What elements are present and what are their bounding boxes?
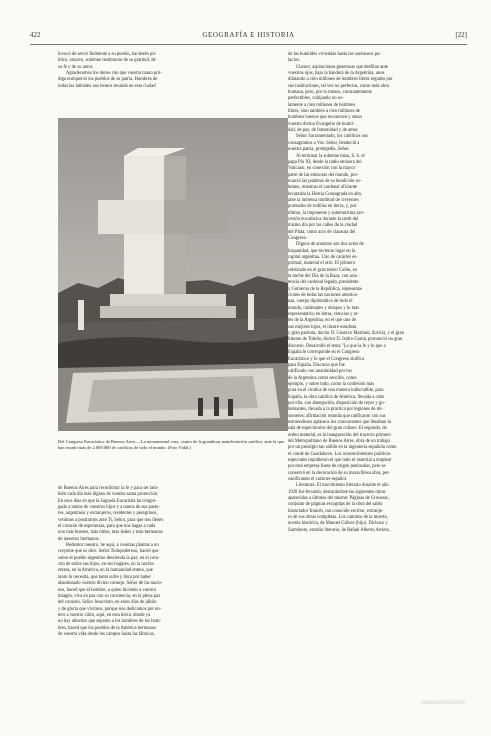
paragraph-line: especiales impidieron el que todo el material a emplear bbox=[288, 458, 392, 463]
column-left-top bbox=[58, 52, 276, 90]
paragraph-line: 1928 fué fecundo, destacándose las siguientes obras bbox=[288, 489, 386, 495]
paragraph-line: celebrado en el gran teatro Colón, en bbox=[288, 267, 358, 273]
paragraph-line: tes de la Argentina, en el que uno de bbox=[288, 318, 356, 324]
paragraph-line: ante la inmensa multitud de creyentes bbox=[288, 197, 359, 203]
paragraph-line: dad, de paz, de fraternidad y de amor. bbox=[288, 128, 359, 134]
paragraph-line: tanto lo necesita, que tanto sufre y llora por haber bbox=[58, 574, 151, 580]
paragraph-line: bres, haced que los pueblos de la América hermanos bbox=[58, 625, 157, 631]
paragraph-line: sonificando el carácter español. bbox=[288, 477, 348, 483]
paragraph-line: consagramos a Vos. Señor, bendecid a bbox=[288, 140, 360, 146]
running-title: GEOGRAFÍA E HISTORIA bbox=[202, 31, 295, 39]
paragraph-line: res, argentinos y extranjeros, residentes y peregrinos, bbox=[58, 511, 158, 517]
paragraph-line: sioneros; afirmación rotunda que ratificaron con sus bbox=[288, 413, 386, 419]
paragraph-line: todas las latitudes nos hemos reunido en esta ciudad bbox=[58, 83, 156, 89]
paragraph-line: por un prestigio tan sólido en la ingeniería española como bbox=[288, 445, 397, 451]
paragraph-line: papa Pío XI, desde la radio emisora del bbox=[288, 159, 362, 165]
paragraph-line: mismo día por las calles de la ciudad bbox=[288, 223, 358, 229]
paragraph-line: de nuestros hermanos. bbox=[58, 536, 100, 542]
paragraph-line: y gran patriota, doctor D. Gustavo Martínez Zuviría, y el gran bbox=[288, 331, 404, 337]
cross-monument-photo bbox=[58, 118, 288, 431]
paragraph-line: abandonado vuestro divino consejo. Señor de las nacio- bbox=[58, 581, 163, 587]
paragraph-line: orden material, es la inauguración del trayecto primero bbox=[288, 432, 391, 438]
paragraph-line: humana, pero, por lo menos, constantemente bbox=[288, 90, 372, 96]
paragraph-line: parte de las emisoras del mundo, pro- bbox=[288, 172, 359, 178]
paragraph-line: conservó en la decoración de su maravillosa obra, per- bbox=[288, 470, 391, 476]
paragraph-line: ciones de todas las naciones america- bbox=[288, 293, 359, 299]
paragraph-line: bién cada día más dignos de vuestra santa protección. bbox=[58, 492, 159, 498]
paragraph-line: lamente a cien millones de hombres bbox=[288, 102, 356, 108]
photo-caption: Del Congreso Eucarístico de Buenos Aires.—La monumental cruz, centro de la grandiosa manifestación católica, ante la que han rezado más de 2.000.000 de católicos de todo el mundo. (Foto Vidal.) bbox=[58, 439, 284, 450]
paragraph-line: conjunto de páginas escogidas de la obra del sabio bbox=[288, 502, 383, 508]
paragraph-line: sus mejores hijos, el ilustre estadista bbox=[288, 324, 357, 330]
paragraph-line: Agradecemos los dones con que vuestra mano pró- bbox=[66, 71, 162, 77]
paragraph-line: imagen, viva en paz con su conciencia, en la plena paz bbox=[58, 593, 161, 599]
column-left-bottom bbox=[58, 486, 276, 638]
paragraph-line: invocó de servir fielmente a su pueblo, haciendo pú- bbox=[58, 52, 157, 57]
paragraph-line: Sarmiento, estudio literario, de Rafael Alberto Arrieta. bbox=[288, 527, 390, 533]
paragraph-line: representativo en letras, ciencias y ar- bbox=[288, 312, 359, 318]
paragraph-line: levantaba la Hostia Consagrada en alto, bbox=[288, 191, 363, 197]
paragraph-line: Eucarístico y lo que el Congreso sinifica bbox=[288, 356, 365, 362]
paragraph-line: literato de Toledo, doctor D. Isidro Gomá, pronunció un gran bbox=[288, 337, 403, 343]
paragraph-line: la noche del Día de la Raza, con asis- bbox=[288, 274, 359, 280]
paragraph-line: entera, en la América, en la humanidad entera, que bbox=[58, 568, 153, 574]
paragraph-line: pura en el vindica de una manera indiscutible, para bbox=[288, 388, 384, 394]
paragraph-line: nas, cuerpo diplomático de todo el bbox=[288, 299, 353, 305]
photo-image bbox=[58, 118, 288, 431]
column-right bbox=[288, 52, 466, 534]
paragraph-line: postrados de rodillas en tierra, y, por bbox=[288, 204, 357, 210]
paragraph-line: hispanidad, que tuvieron lugar en la bbox=[288, 248, 356, 254]
paragraph-line: nunció las palabras de su bendición so- bbox=[288, 178, 362, 184]
paragraph-line: y de gloria que vivimos, porque nos dedicamos por en- bbox=[58, 606, 162, 612]
watermark: todocoleccion bbox=[421, 699, 465, 706]
paragraph-line: y Gobierno de la República, representa- bbox=[288, 286, 363, 292]
paragraph-line: Clamor, aspiraciones generosas que desfilan ante bbox=[296, 64, 388, 70]
paragraph-line: España, la obra católica de América, llevada a cabo bbox=[288, 394, 385, 400]
paragraph-line: historiador francés, tan conocido escritor, extranje- bbox=[288, 508, 384, 514]
paragraph-line: de Buenos Aires para reconfortar la fe y para ser tam- bbox=[58, 486, 159, 491]
paragraph-line: estruendosos aplausos los concurrentes que llenaban la bbox=[288, 419, 391, 425]
paragraph-line: Congreso. bbox=[288, 235, 308, 241]
paragraph-line: hombres buenos que reconocen y aman bbox=[288, 115, 362, 121]
paragraph-line: Vaticano, en conexión con la mayor bbox=[288, 166, 356, 172]
paragraph-line: de vuestra vida desde los campos hasta las fábricas, bbox=[58, 631, 155, 637]
paragraph-line: mundo, cardenales y obispos y lo más bbox=[288, 305, 360, 311]
paragraph-line: En esos días en que la Sagrada Eucaristía ha congre- bbox=[58, 498, 157, 504]
paragraph-line: Redentor nuestro, he aquí, a vuestras plantas a un bbox=[66, 543, 159, 549]
page-number: 422 bbox=[30, 31, 41, 39]
paragraph-line: sus instituciones, tal vez no perfectas, como toda obra bbox=[288, 83, 390, 89]
paragraph-line: Señor Sacramentado, los católicos nos bbox=[296, 134, 368, 140]
paragraph-line: su fe y de su amor. bbox=[58, 64, 94, 70]
paragraph-line: Literatura. El movimiento literario durante el año bbox=[296, 483, 389, 489]
paragraph-line: lacios. bbox=[288, 58, 301, 64]
paragraph-line: por esta empresa fuese de origen peninsular, pero se bbox=[288, 464, 386, 470]
paragraph-line: Dignos de anotarse son dos actos de bbox=[296, 242, 364, 248]
paragraph-line: vuestro divino Evangelio de humil- bbox=[288, 121, 355, 127]
paragraph-line: España le corresponde en el Congreso bbox=[288, 350, 360, 356]
paragraph-line: sobre el pueblo argentino descienda la paz; en el cora- bbox=[58, 555, 160, 561]
paragraph-line: el corazón de esperanzas, para que nos hagas a cada bbox=[58, 524, 156, 530]
paragraph-line: de las humildes viviendas hasta los suntuosos pa- bbox=[288, 52, 381, 57]
paragraph-line: el conde de Guadalorce. Los acontecimientos políticos bbox=[288, 451, 391, 457]
paragraph-line: de la Argentina como sencillo, como bbox=[288, 375, 357, 381]
paragraph-line: aparecidas a últimos del mismo: Páginas de Groussac, bbox=[288, 496, 390, 502]
paragraph-line: nes, haced que el hombre, a quien hicisteis a vuestra bbox=[58, 587, 157, 593]
paragraph-line: por ella, con abnegación, disposición de reyes y go- bbox=[288, 400, 386, 406]
paragraph-line: ejemplo, y sobre todo, como la confesión más bbox=[288, 381, 375, 387]
paragraph-line: no hay abismos que separen a los hombres de los hom- bbox=[58, 619, 162, 625]
paragraph-line: piritual, material el otro. El primero bbox=[288, 261, 356, 267]
paragraph-line: del Metropolitano de Buenos Aires, obra de un trabajo bbox=[288, 438, 390, 444]
paragraph-line: último, la imponente y solemnísima pro- bbox=[288, 210, 365, 216]
paragraph-line: capital argentina. Uno de carácter es- bbox=[288, 255, 358, 260]
paragraph-line: bernantes, llevada a la práctica por legiones de mi- bbox=[288, 407, 384, 413]
paragraph-line: novela histórica, de Manuel Gálvez (hijo). Dichoso y bbox=[288, 521, 388, 527]
paragraph-line: para España. Discurso que fue bbox=[288, 362, 345, 368]
paragraph-line: del corazón. Señor Jesucristo, en estos días de júbilo bbox=[58, 600, 157, 606]
paragraph-line: tencia del cardenal legado, presidente bbox=[288, 280, 359, 286]
page-header bbox=[30, 30, 467, 45]
paragraph-line: perfectibles, cobijando no so- bbox=[288, 96, 344, 102]
paragraph-line: uno más buenos, más útiles, más leales y más hermanos bbox=[58, 530, 163, 536]
paragraph-line: ro de sus obras completas. Los caminos de la muerte, bbox=[288, 515, 388, 521]
paragraph-line: lemne, mientras el cardenal oficiante bbox=[288, 185, 358, 191]
paragraph-line: tero a vuestro culto, aquí, en esta tierra, donde ya bbox=[58, 612, 151, 618]
paragraph-line: nuestra patria, protegedla, Señor. bbox=[288, 147, 350, 153]
paragraph-line: libres, sino también a cien millones de bbox=[288, 109, 360, 115]
paragraph-line: dilatando a cien millones de hombres libres regados por bbox=[288, 77, 393, 83]
paragraph-line: blico, sincero, solemne testimonio de su gratitud, de bbox=[58, 58, 156, 64]
paragraph-line: calificado con unanimidad por los bbox=[288, 369, 352, 375]
paragraph-line: cesión eucarística durante la tarde del bbox=[288, 216, 359, 222]
paragraph-line: creyente que os dice: Señor Todopoderoso, haced que bbox=[58, 549, 159, 555]
paragraph-line: diga enriqueció los pueblos de su patria. Hombres de bbox=[58, 77, 158, 83]
section-number: [22] bbox=[455, 31, 467, 39]
paragraph-line: gado a tantos de vuestros hijos y a tantos de sus pasto- bbox=[58, 505, 160, 511]
paragraph-line: zón de todos sus hijos, en sus hogares, en la nación bbox=[58, 562, 154, 568]
paragraph-line: venimos a postrarnos ante Ti, Señor, para que nos llenes bbox=[58, 517, 164, 523]
paragraph-line: vuestros ojos, bajo la bandera de la Argentina, unos bbox=[288, 71, 385, 77]
paragraph-line: del Plata, como acto de clausura del bbox=[288, 229, 356, 235]
paragraph-line: sala de espectáculos del gran coliseo. El segundo, de bbox=[288, 426, 387, 432]
paragraph-line: Al terminar la solemne misa, S. S. el bbox=[296, 153, 365, 159]
paragraph-line: discurso. Desarrolló el tema "Lo que la fe y lo que a bbox=[288, 343, 386, 349]
